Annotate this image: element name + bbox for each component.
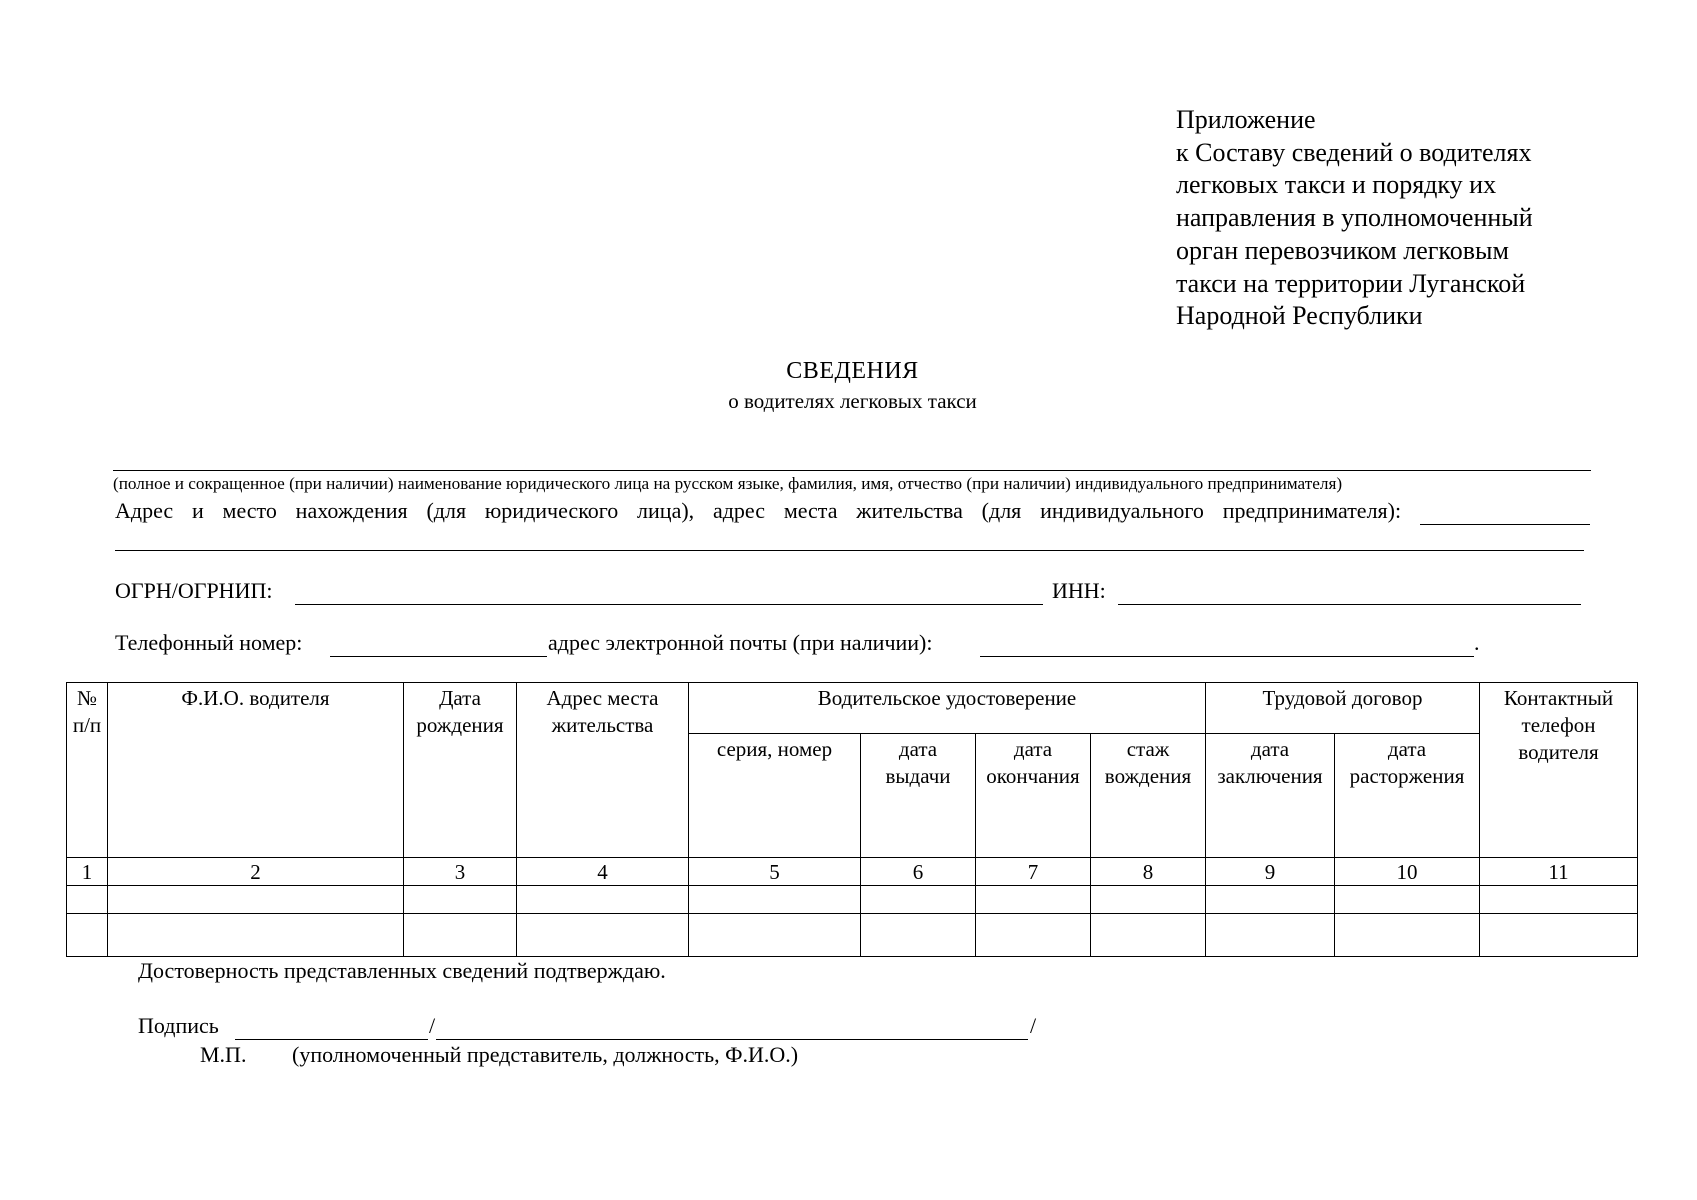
address-label-word: лица), (637, 498, 695, 523)
table-cell[interactable] (1335, 914, 1480, 957)
address-label-word: и (191, 498, 204, 523)
email-field[interactable] (980, 656, 1474, 657)
column-number: 1 (67, 858, 108, 886)
header-residence-address: Адрес места жительства (517, 683, 689, 858)
column-number: 5 (689, 858, 861, 886)
organization-name-caption: (полное и сокращенное (при наличии) наименование юридического лица на русском языке, фамилия, имя, отчество (при наличии) индивидуального предпринимателя) (113, 474, 1343, 493)
phone-field[interactable] (330, 656, 547, 657)
address-label-word: места (783, 498, 838, 523)
table-cell[interactable] (689, 886, 861, 914)
address-label-word: (для (426, 498, 467, 523)
stamp-label: М.П. (200, 1042, 247, 1067)
address-label-word: жительства (856, 498, 963, 523)
table-cell[interactable] (108, 914, 404, 957)
column-number: 6 (861, 858, 976, 886)
header-driving-experience: стаж вождения (1091, 734, 1206, 858)
inn-field[interactable] (1118, 604, 1581, 605)
column-number: 3 (404, 858, 517, 886)
header-row-number: № п/п (67, 683, 108, 858)
phone-label: Телефонный номер: (115, 630, 303, 655)
address-label-word: адрес (712, 498, 766, 523)
address-label-word: Адрес (115, 498, 174, 523)
table-cell[interactable] (404, 886, 517, 914)
column-number: 7 (976, 858, 1091, 886)
address-field-continuation[interactable] (115, 550, 1584, 551)
representative-caption: (уполномоченный представитель, должность, Ф.И.О.) (292, 1042, 799, 1067)
table-cell[interactable] (1206, 914, 1335, 957)
table-cell[interactable] (517, 914, 689, 957)
table-cell[interactable] (1480, 914, 1638, 957)
ogrn-label: ОГРН/ОГРНИП: (115, 578, 273, 603)
table-cell[interactable] (1335, 886, 1480, 914)
table-cell[interactable] (861, 914, 976, 957)
table-cell[interactable] (976, 886, 1091, 914)
representative-field[interactable] (436, 1039, 1028, 1040)
header-birth-date: Дата рождения (404, 683, 517, 858)
table-cell[interactable] (67, 886, 108, 914)
header-drivers-license: Водительское удостоверение (689, 683, 1206, 734)
header-contract-end-date: дата расторжения (1335, 734, 1480, 858)
signature-label: Подпись (138, 1013, 219, 1038)
address-label-word: нахождения (295, 498, 408, 523)
email-end-period: . (1474, 630, 1480, 655)
header-employment-contract: Трудовой договор (1206, 683, 1480, 734)
column-number: 11 (1480, 858, 1638, 886)
table-cell[interactable] (1206, 886, 1335, 914)
header-contact-phone: Контактный телефон водителя (1480, 683, 1638, 858)
table-row (67, 886, 1638, 914)
table-cell[interactable] (1091, 914, 1206, 957)
table-cell[interactable] (861, 886, 976, 914)
column-number: 8 (1091, 858, 1206, 886)
signature-field[interactable] (235, 1039, 428, 1040)
column-number: 9 (1206, 858, 1335, 886)
appendix-block (1176, 104, 1533, 333)
appendix-line: такси на территории Луганской (1176, 268, 1526, 298)
document-subtitle: о водителях легковых такси (728, 389, 977, 413)
appendix-line: орган перевозчиком легковым (1176, 235, 1509, 265)
drivers-table (66, 682, 1638, 957)
table-cell[interactable] (67, 914, 108, 957)
header-driver-name: Ф.И.О. водителя (108, 683, 404, 858)
appendix-line: Приложение (1176, 105, 1316, 134)
table-cell[interactable] (404, 914, 517, 957)
email-label: адрес электронной почты (при наличии): (548, 630, 933, 655)
appendix-line: к Составу сведений о водителях (1176, 137, 1532, 167)
address-label-word: предпринимателя): (1222, 498, 1402, 523)
header-license-issue-date: дата выдачи (861, 734, 976, 858)
document-title: СВЕДЕНИЯ (786, 358, 919, 384)
appendix-line: направления в уполномоченный (1176, 203, 1533, 233)
signature-slash-end: / (1030, 1013, 1037, 1038)
address-label-word: (для (981, 498, 1022, 523)
table-cell[interactable] (1480, 886, 1638, 914)
column-number: 10 (1335, 858, 1480, 886)
table-cell[interactable] (108, 886, 404, 914)
organization-name-field[interactable] (113, 470, 1591, 471)
header-license-expiry-date: дата окончания (976, 734, 1091, 858)
address-label-word: место (222, 498, 277, 523)
address-label-word: юридического (484, 498, 619, 523)
table-cell[interactable] (1091, 886, 1206, 914)
header-contract-start-date: дата заключения (1206, 734, 1335, 858)
column-number-row (67, 858, 1638, 886)
address-field[interactable] (1420, 502, 1590, 525)
appendix-line: Народной Республики (1176, 301, 1423, 331)
signature-slash: / (429, 1013, 436, 1038)
header-license-series-number: серия, номер (689, 734, 861, 858)
column-number: 2 (108, 858, 404, 886)
table-row (67, 914, 1638, 957)
table-cell[interactable] (517, 886, 689, 914)
table-cell[interactable] (689, 914, 861, 957)
address-label-word: индивидуального (1040, 498, 1204, 523)
column-number: 4 (517, 858, 689, 886)
ogrn-field[interactable] (295, 604, 1043, 605)
appendix-line: легковых такси и порядку их (1176, 170, 1497, 200)
address-line (115, 497, 1590, 525)
inn-label: ИНН: (1052, 578, 1106, 603)
table-cell[interactable] (976, 914, 1091, 957)
confirmation-text: Достоверность представленных сведений подтверждаю. (138, 958, 666, 983)
